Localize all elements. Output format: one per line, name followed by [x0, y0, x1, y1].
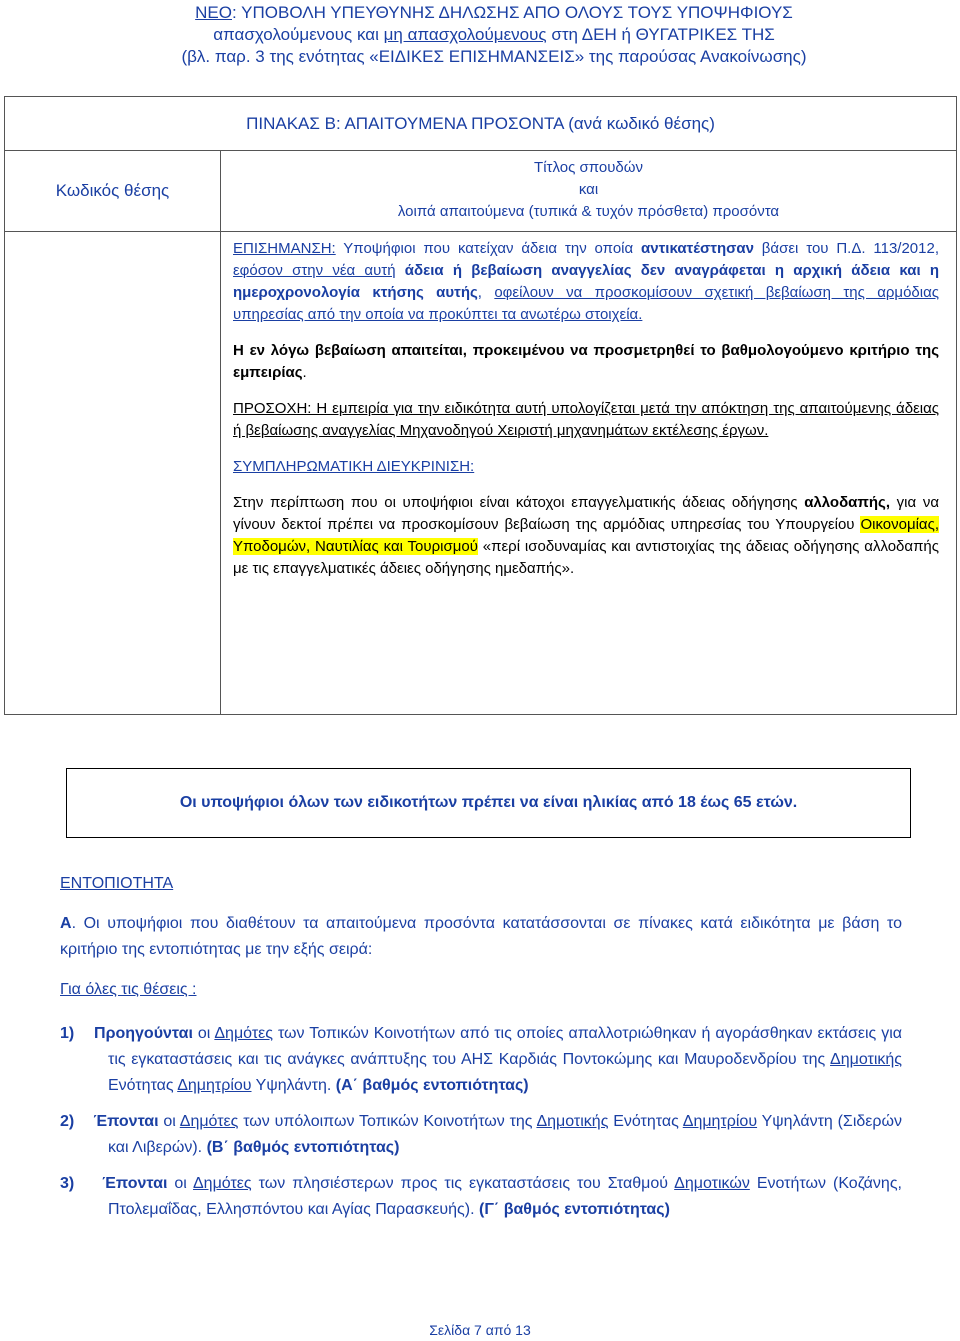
supp-bold-1: αλλοδαπής,: [804, 494, 891, 511]
column-header-title-line2: και: [578, 181, 599, 198]
item3-underline-1: Δημότες: [192, 1175, 252, 1192]
item2-underline-1: Δημότες: [179, 1113, 239, 1130]
certificate-end: .: [302, 364, 307, 381]
item3-text-3: Ενοτήτων (Κοζάνης, Πτολεμαΐδας, Ελλησπόντου και Αγίας Παρασκευής).: [108, 1175, 902, 1218]
note-text-2: βάσει του Π.Δ. 113/2012,: [753, 240, 940, 257]
item3-text-1: οι: [167, 1175, 193, 1192]
item3-number: 3): [60, 1175, 75, 1192]
note-underline-2: οφείλουν να προσκομίσουν σχετική βεβαίωση της αρμόδιας υπηρεσίας από την οποία να προκύπτει τα ανωτέρω στοιχεία.: [233, 284, 940, 323]
column-header-title-line1: Τίτλος σπουδών: [534, 159, 643, 176]
all-positions-heading: Για όλες τις θέσεις :: [60, 981, 197, 998]
supp-text-3: «περί ισοδυναμίας και αντιστοιχίας της άδειας οδήγησης αλλοδαπής με τις επαγγελματικές άδειες οδήγησης ημεδαπής».: [233, 538, 939, 577]
notice-line3: (βλ. παρ. 3 της ενότητας «ΕΙΔΙΚΕΣ ΕΠΙΣΗΜΑΝΣΕΙΣ» της παρούσας Ανακοίνωσης): [181, 47, 807, 66]
column-header-title-line3: λοιπά απαιτούμενα (τυπικά & τυχόν πρόσθετα) προσόντα: [397, 203, 780, 220]
column-header-code: Κωδικός θέσης: [55, 181, 170, 200]
note-underline-1: εφόσον στην νέα αυτή: [233, 262, 396, 279]
item1-underline-1: Δημότες: [214, 1025, 273, 1042]
locality-item-3: [60, 1171, 902, 1223]
note-bold-1: αντικατέστησαν: [641, 240, 754, 257]
page-footer: Σελίδα 7 από 13: [429, 1322, 531, 1338]
supplementary-title: ΣΥΜΠΛΗΡΩΜΑΤΙΚΗ ΔΙΕΥΚΡΙΝΙΣΗ:: [233, 458, 475, 475]
item1-number: 1): [60, 1025, 75, 1042]
column-header-title: [221, 157, 956, 231]
item2-text-1: οι: [158, 1113, 180, 1130]
supp-text-2: για να γίνουν δεκτοί πρέπει να προσκομίσουν βεβαίωση της αρμόδιας υπηρεσίας του Υπουργείου: [233, 494, 939, 533]
item2-underline-3: Δημητρίου: [682, 1113, 758, 1130]
item1-text-4: Υψηλάντη.: [251, 1077, 336, 1094]
item1-underline-2: Δημοτικής: [830, 1051, 902, 1068]
note-text-1: Υποψήφιοι που κατείχαν άδεια την οποία: [335, 240, 642, 257]
requirements-cell: [233, 238, 939, 580]
notice-new-label: ΝΕΟ: [195, 3, 232, 22]
item2-underline-2: Δημοτικής: [536, 1113, 609, 1130]
supplementary-paragraph: [233, 492, 939, 580]
age-notice-box: Οι υποψήφιοι όλων των ειδικοτήτων πρέπει να είναι ηλικίας από 18 έως 65 ετών.: [66, 768, 911, 838]
note-bold-2: άδεια ή βεβαίωση αναγγελίας δεν αναγράφεται η αρχική άδεια και η ημεροχρονολογία κτήσης αυτής: [233, 262, 939, 301]
item2-bold: Έπονται: [93, 1113, 159, 1130]
note-label: ΕΠΙΣΗΜΑΝΣΗ:: [233, 240, 336, 257]
notice-line2-a: απασχολούμενους και: [213, 25, 384, 44]
item3-text-2: των πλησιέστερων προς τις εγκαταστάσεις του Σταθμού: [251, 1175, 675, 1192]
item2-number: 2): [60, 1113, 75, 1130]
table-row-divider: [5, 231, 956, 232]
locality-heading: ΕΝΤΟΠΙΟΤΗΤΑ: [60, 875, 174, 892]
locality-intro-label: Α: [60, 915, 72, 932]
notice-line1: : ΥΠΟΒΟΛΗ ΥΠΕΥΘΥΝΗΣ ΔΗΛΩΣΗΣ ΑΠΟ ΟΛΟΥΣ ΤΟΥΣ ΥΠΟΨΗΦΙΟΥΣ: [232, 3, 793, 22]
certificate-text: Η εν λόγω βεβαίωση απαιτείται, προκειμένου να προσμετρηθεί το βαθμολογούμενο κριτήριο της εμπειρίας: [233, 342, 939, 381]
notice-line2-c: στη ΔΕΗ ή ΘΥΓΑΤΡΙΚΕΣ ΤΗΣ: [546, 25, 775, 44]
item1-underline-3: Δημητρίου: [177, 1077, 252, 1094]
table-caption: ΠΙΝΑΚΑΣ Β: ΑΠΑΙΤΟΥΜΕΝΑ ΠΡΟΣΟΝΤΑ (ανά κωδικό θέσης): [5, 97, 956, 151]
item1-rank: (Α΄ βαθμός εντοπιότητας): [335, 1077, 529, 1094]
locality-item-1: [60, 1021, 902, 1099]
item3-bold: Έπονται: [102, 1175, 168, 1192]
notice-line2-b: μη απασχολούμενους: [383, 25, 547, 44]
note-paragraph: [233, 238, 939, 326]
note-text-4: ,: [477, 284, 495, 301]
locality-item-2: [60, 1109, 902, 1161]
requirements-table: [4, 96, 957, 715]
item2-text-4: Υψηλάντη (Σιδερών και Λιβερών).: [108, 1113, 903, 1156]
item1-text-2: των Τοπικών Κοινοτήτων από τις οποίες απαλλοτριώθηκαν ή αγοράσθηκαν εκτάσεις για τις εγκαταστάσεις και τις ανάγκες ανάπτυξης του ΑΗΣ Καρδιάς Ποντοκώμης και Μαυροδενδρίου της: [108, 1025, 902, 1068]
supp-highlight: Οικονομίας, Υποδομών, Ναυτιλίας και Τουρισμού: [233, 516, 939, 555]
attention-paragraph: ΠΡΟΣΟΧΗ: Η εμπειρία για την ειδικότητα αυτή υπολογίζεται μετά την απόκτηση της απαιτούμενης άδειας ή βεβαίωσης αναγγελίας Μηχανοδηγού Χειριστή μηχανημάτων εκτέλεσης έργων.: [233, 400, 939, 439]
certificate-paragraph: [233, 340, 939, 384]
locality-intro-text: . Οι υποψήφιοι που διαθέτουν τα απαιτούμενα προσόντα κατατάσσονται σε πίνακες κατά ειδικότητα με βάση το κριτήριο της εντοπιότητας με την εξής σειρά:: [60, 915, 902, 958]
item1-text-1: οι: [192, 1025, 215, 1042]
locality-intro: [60, 911, 902, 963]
note-text-3: [396, 262, 405, 279]
locality-section: [60, 871, 902, 1223]
item2-rank: (Β΄ βαθμός εντοπιότητας): [206, 1139, 400, 1156]
table-column-divider: [220, 151, 221, 714]
supp-text-1: Στην περίπτωση που οι υποψήφιοι είναι κάτοχοι επαγγελματικής άδειας οδήγησης: [233, 494, 805, 511]
item3-rank: (Γ΄ βαθμός εντοπιότητας): [478, 1201, 670, 1218]
top-notice: [94, 2, 894, 68]
item2-text-3: Ενότητας: [608, 1113, 683, 1130]
item1-bold: Προηγούνται: [94, 1025, 193, 1042]
item1-text-3: Ενότητας: [108, 1077, 178, 1094]
item3-underline-2: Δημοτικών: [674, 1175, 750, 1192]
item2-text-2: των υπόλοιπων Τοπικών Κοινοτήτων της: [238, 1113, 537, 1130]
